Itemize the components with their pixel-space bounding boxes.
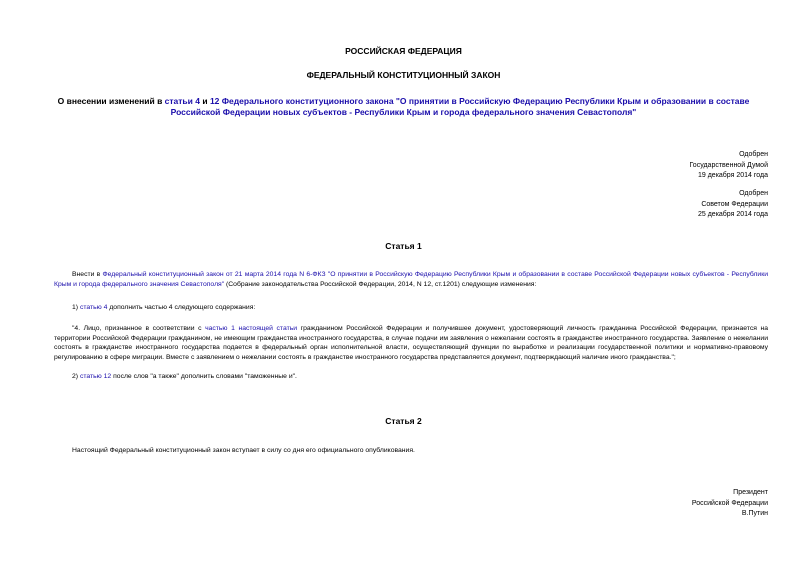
approval-date: 25 декабря 2014 года [697, 211, 768, 218]
signature-name: В.Путин [741, 510, 768, 517]
item-number: 2) [72, 373, 80, 380]
federation-heading: РОССИЙСКАЯ ФЕДЕРАЦИЯ [345, 46, 462, 56]
article-2-text: Настоящий Федеральный конституционный закон вступает в силу со дня его официального опубликования. [72, 447, 415, 454]
amendment-item-1 [54, 303, 768, 313]
article-1-intro [54, 270, 768, 289]
quote-text: гражданином Российской Федерации и получившее документ, удостоверяющий личность гражданина Российской Федерации, признается на территории Российской Федерации гражданином, не имеющим гражданства иностранного государства, в случае подачи им заявления о нежелании состоять в гражданстве иностранного государства. Заявление о нежелании состоять в гражданстве иностранного государства подается в федеральный орган исполнительной власти, осуществляющий функции по выработке и реализации государственной политики и нормативно-правовому регулированию в сфере миграции. Вместе с заявлением о нежелании состоять в гражданстве иностранного государства представляется документ, подтверждающий наличие иного гражданства."; [54, 325, 768, 361]
link-fkz-6[interactable]: Федеральный конституционный закон от 21 марта 2014 года N 6-ФКЗ "О принятии в Российскую Федерацию Республики Крым и образовании в составе Российской Федерации новых субъектов - Республики Крым и города федерального значения Севастополя" [54, 271, 769, 288]
link-item-article-12[interactable]: статью 12 [79, 373, 112, 380]
link-item-article-4[interactable]: статью 4 [79, 304, 108, 311]
link-article-12[interactable]: 12 [209, 96, 220, 106]
law-title [40, 96, 767, 118]
approval-label: Одобрен [739, 151, 768, 158]
amendment-quote [54, 324, 768, 362]
amendment-item-2 [54, 372, 768, 382]
signature-block [692, 488, 768, 520]
signature-country: Российской Федерации [691, 499, 768, 507]
article-1-heading: Статья 1 [385, 241, 422, 251]
item-number: 1) [72, 304, 80, 311]
approval-label: Одобрен [739, 190, 768, 197]
law-title-prefix: О внесении изменений в [57, 96, 165, 106]
link-article-4[interactable]: статьи 4 [164, 96, 200, 106]
article-2-heading: Статья 2 [385, 416, 422, 426]
quote-prefix: "4. Лицо, признанное в соответствии с [72, 325, 206, 332]
intro-prefix: Внести в [72, 271, 103, 278]
item-text: дополнить частью 4 следующего содержания: [107, 304, 256, 311]
approval-body: Советом Федерации [701, 200, 768, 208]
approval-date: 19 декабря 2014 года [697, 172, 768, 179]
approval-council [698, 189, 768, 221]
item-text: после слов "а также" дополнить словами "таможенные и". [111, 373, 297, 380]
intro-suffix: (Собрание законодательства Российской Федерации, 2014, N 12, ст.1201) следующие изменения: [224, 280, 537, 288]
link-federal-law[interactable]: Федерального конституционного закона "О принятии в Российскую Федерацию Республики Крым и образовании в составе Российской Федерации новых субъектов - Республики Крым и города федерального значения Севастополя" [170, 96, 750, 117]
signature-title: Президент [733, 489, 768, 496]
approval-duma [689, 150, 768, 182]
approval-body: Государственной Думой [689, 161, 768, 169]
law-type-heading: ФЕДЕРАЛЬНЫЙ КОНСТИТУЦИОННЫЙ ЗАКОН [306, 70, 501, 80]
link-part-1[interactable]: частью 1 настоящей статьи [205, 325, 298, 332]
law-title-and: и [199, 96, 210, 106]
